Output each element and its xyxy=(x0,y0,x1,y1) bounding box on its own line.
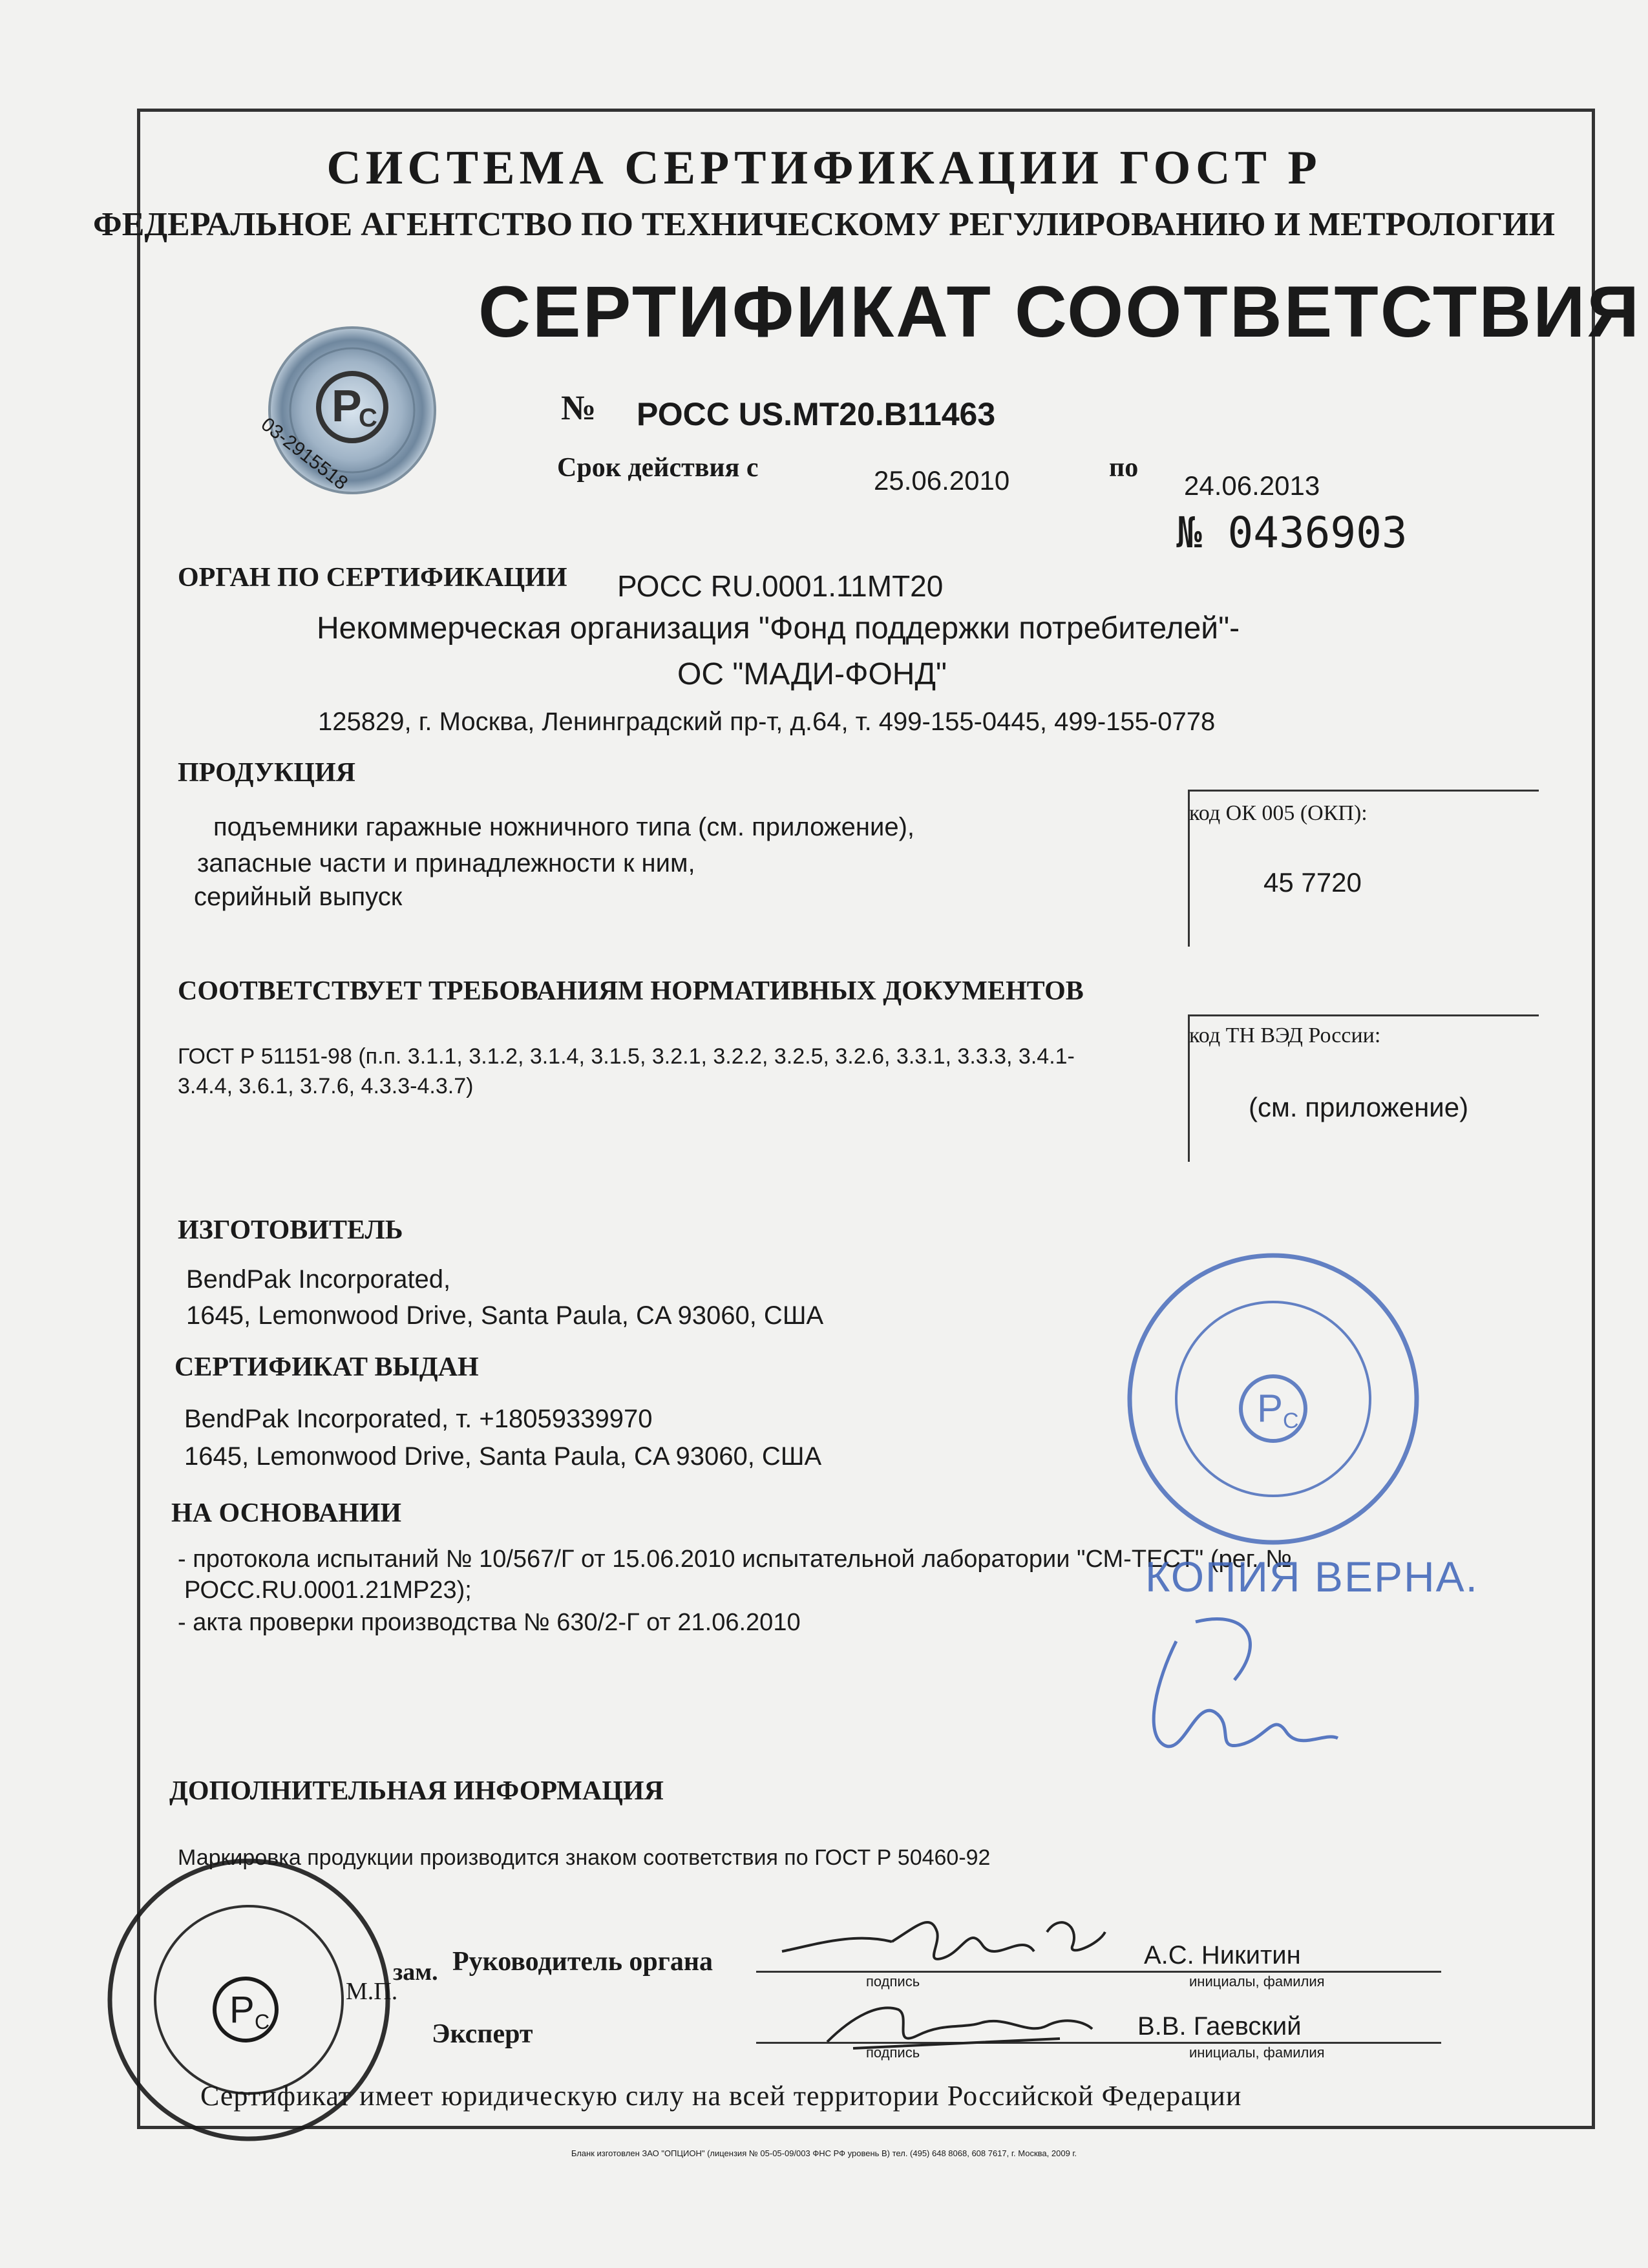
head-signature xyxy=(776,1906,1112,1984)
issued-line-1: BendPak Incorporated, т. +18059339970 xyxy=(184,1405,653,1433)
verifier-signature xyxy=(1118,1602,1364,1770)
basis-line-2: РОСС.RU.0001.21МР23); xyxy=(184,1577,472,1604)
additional-text: Маркировка продукции производится знаком соответствия по ГОСТ Р 50460-92 xyxy=(178,1845,991,1870)
head-label: Руководитель органа xyxy=(452,1947,713,1977)
manufacturer-line-1: BendPak Incorporated, xyxy=(186,1265,451,1294)
mp-label: М.П. xyxy=(346,1978,398,2005)
organ-name-line-1: Некоммерческая организация "Фонд поддержки потребителей"- xyxy=(317,611,1240,646)
basis-label: НА ОСНОВАНИИ xyxy=(171,1498,402,1528)
standards-line-2: 3.4.4, 3.6.1, 3.7.6, 4.3.3-4.3.7) xyxy=(178,1074,474,1098)
additional-label: ДОПОЛНИТЕЛЬНАЯ ИНФОРМАЦИЯ xyxy=(169,1776,664,1806)
blank-number: № 0436903 xyxy=(1176,508,1408,558)
head-name-line xyxy=(1099,1971,1441,1973)
svg-text:P: P xyxy=(229,1989,255,2031)
agency-title: ФЕДЕРАЛЬНОЕ АГЕНТСТВО ПО ТЕХНИЧЕСКОМУ РЕГУЛИРОВАНИЮ И МЕТРОЛОГИИ xyxy=(93,206,1555,243)
okp-value: 45 7720 xyxy=(1263,867,1362,898)
issued-label: СЕРТИФИКАТ ВЫДАН xyxy=(174,1352,479,1382)
product-line-1: подъемники гаражные ножничного типа (см. приложение), xyxy=(213,813,915,841)
hologram-seal xyxy=(262,323,443,498)
head-name: А.С. Никитин xyxy=(1144,1941,1301,1969)
organ-code: РОСС RU.0001.11МТ20 xyxy=(617,569,944,603)
okp-label: код ОК 005 (ОКП): xyxy=(1189,801,1368,825)
number-sign: № xyxy=(561,388,597,427)
organ-stamp-right xyxy=(1121,1247,1425,1551)
hologram-serial: 03-2915518 xyxy=(257,414,352,494)
printer-note: Бланк изготовлен ЗАО "ОПЦИОН" (лицензия № 05-05-09/003 ФНС РФ уровень В) тел. (495) 648 8068, 608 7617, г. Москва, 2009 г. xyxy=(571,2148,1077,2158)
head-name-caption: инициалы, фамилия xyxy=(1189,1973,1325,1990)
certificate-title: СЕРТИФИКАТ СООТВЕТСТВИЯ xyxy=(478,271,1642,352)
expert-name: В.В. Гаевский xyxy=(1137,2012,1302,2041)
basis-line-1: - протокола испытаний № 10/567/Г от 15.06.2010 испытательной лаборатории "СМ-ТЕСТ" (рег. № xyxy=(178,1546,1292,1573)
certificate-number: РОСС US.МТ20.В11463 xyxy=(637,396,996,432)
tnved-label: код ТН ВЭД России: xyxy=(1189,1024,1381,1047)
expert-name-caption: инициалы, фамилия xyxy=(1189,2044,1325,2061)
product-line-2: запасные части и принадлежности к ним, xyxy=(197,849,695,877)
legal-note: Сертификат имеет юридическую силу на всей территории Российской Федерации xyxy=(200,2080,1242,2112)
svg-text:C: C xyxy=(255,2010,270,2033)
copy-verified-stamp: КОПИЯ ВЕРНА. xyxy=(1145,1553,1479,1601)
valid-to-date: 24.06.2013 xyxy=(1184,470,1320,501)
tnved-value: (см. приложение) xyxy=(1249,1092,1469,1122)
zam-label: зам. xyxy=(393,1958,438,1986)
svg-text:C: C xyxy=(359,404,377,432)
manufacturer-label: ИЗГОТОВИТЕЛЬ xyxy=(178,1215,403,1245)
standards-line-1: ГОСТ Р 51151-98 (п.п. 3.1.1, 3.1.2, 3.1.4, 3.1.5, 3.2.1, 3.2.2, 3.2.5, 3.2.6, 3.3.1, 3.3.3, 3.4.1- xyxy=(178,1044,1075,1069)
validity-label: Срок действия с xyxy=(557,453,759,483)
svg-text:C: C xyxy=(1283,1409,1299,1433)
product-label: ПРОДУКЦИЯ xyxy=(178,758,356,788)
expert-signature xyxy=(814,1990,1099,2061)
system-title: СИСТЕМА СЕРТИФИКАЦИИ ГОСТ Р xyxy=(326,142,1322,194)
head-sign-caption: подпись xyxy=(866,1973,920,1990)
organ-address: 125829, г. Москва, Ленинградский пр-т, д.64, т. 499-155-0445, 499-155-0778 xyxy=(318,708,1216,736)
product-line-3: серийный выпуск xyxy=(194,883,403,911)
issued-line-2: 1645, Lemonwood Drive, Santa Paula, CA 93060, США xyxy=(184,1442,822,1471)
complies-label: СООТВЕТСТВУЕТ ТРЕБОВАНИЯМ НОРМАТИВНЫХ ДОКУМЕНТОВ xyxy=(178,976,1084,1006)
svg-text:P: P xyxy=(1257,1387,1284,1430)
svg-text:P: P xyxy=(332,381,362,431)
valid-to-label: по xyxy=(1109,453,1139,483)
expert-sign-caption: подпись xyxy=(866,2044,920,2061)
expert-label: Эксперт xyxy=(432,2019,533,2049)
valid-from-date: 25.06.2010 xyxy=(874,465,1010,496)
basis-line-3: - акта проверки производства № 630/2-Г от 21.06.2010 xyxy=(178,1609,801,1636)
manufacturer-line-2: 1645, Lemonwood Drive, Santa Paula, CA 93060, США xyxy=(186,1301,824,1330)
expert-name-line xyxy=(1099,2042,1441,2044)
organ-label: ОРГАН ПО СЕРТИФИКАЦИИ xyxy=(178,563,567,593)
organ-name-line-2: ОС "МАДИ-ФОНД" xyxy=(677,657,947,691)
